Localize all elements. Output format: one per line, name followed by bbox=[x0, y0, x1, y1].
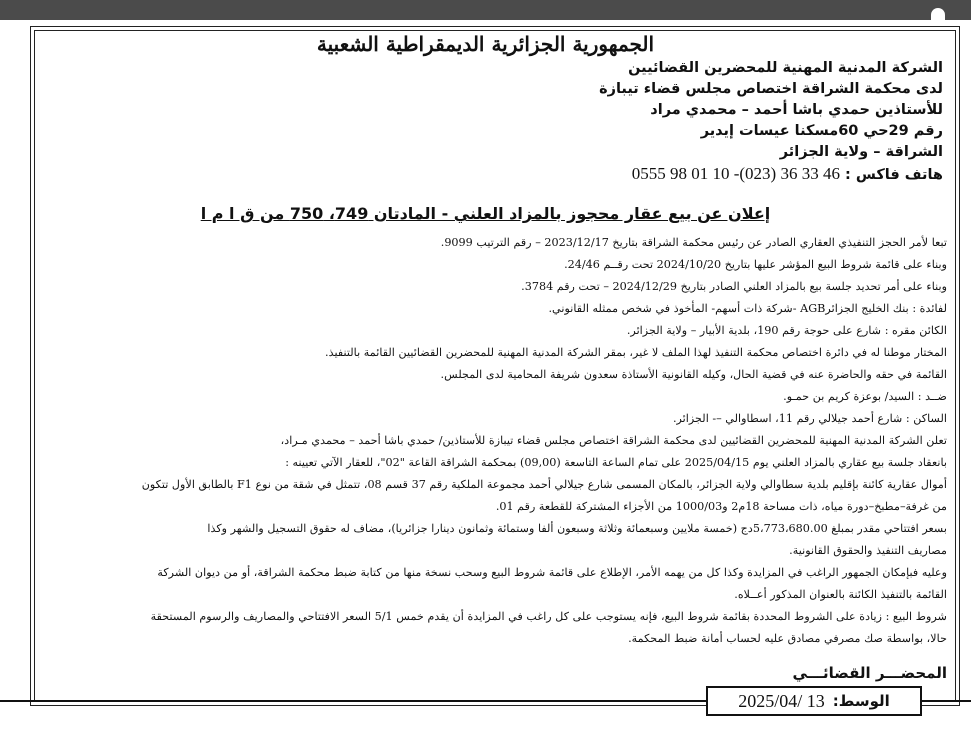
date-value: 2025/04/ 13 bbox=[738, 690, 825, 711]
body-line: وبناء على أمر تحديد جلسة بيع بالمزاد العلني الصادر بتاريخ 2024/12/29 – تحت رقم 3784. bbox=[521, 280, 947, 293]
body-line: وبناء على قائمة شروط البيع المؤشر عليها بتاريخ 2024/10/20 تحت رقــم 24/46. bbox=[564, 258, 947, 271]
city-line: الشراقة – ولاية الجزائر bbox=[779, 144, 943, 160]
date-label: الوسط: bbox=[832, 692, 890, 710]
banner-glyph bbox=[931, 8, 945, 20]
phone-line bbox=[599, 163, 943, 186]
publication-date-box bbox=[706, 686, 922, 716]
body-line: بانعقاد جلسة بيع عقاري بالمزاد العلني يوم 2025/04/15 على تمام الساعة التاسعة (09,00) بمحكمة الشراقة القاعة "02"، للعقار الآتي تعيينه : bbox=[285, 456, 947, 469]
office-header bbox=[599, 58, 943, 186]
notice-body bbox=[40, 232, 947, 650]
body-line: بسعر افتتاحي مقدر بمبلغ 5،773،680.00دج (خمسة ملايين وسبعمائة وثلاثة وسبعون ألفا وستمائة وثمانون دينارا جزائريا)، مضاف له حقوق التسجيل والشهر وكذا bbox=[207, 522, 947, 535]
body-line: القائمة في حقه والحاضرة عنه في قضية الحال، وكيله القانونية الأستاذة سعدون شريفة المحامية لدى المجلس. bbox=[440, 368, 947, 381]
body-line: المختار موطنا له في دائرة اختصاص محكمة التنفيذ لهذا الملف لا غير، بمقر الشركة المدنية المهنية للمحضرين القضائيين القائمة بالتنفيذ. bbox=[325, 346, 947, 359]
body-line: أموال عقارية كائنة بإقليم بلدية سطاوالي ولاية الجزائر، بالمكان المسمى شارع جيلالي أحمد مجموعة الملكية رقم 37 قسم 08، تتمثل في شقة من نوع F1 بالطابق الأول تتكون bbox=[141, 478, 947, 491]
phone-label: هاتف فاكس : bbox=[845, 167, 943, 183]
top-banner bbox=[0, 0, 971, 20]
body-line: القائمة بالتنفيذ الكائنة بالعنوان المذكور أعــلاه. bbox=[734, 588, 947, 601]
phone-value: 0555 98 01 10 -(023) 36 33 46 bbox=[631, 164, 840, 183]
body-line: لفائدة : بنك الخليج الجزائرAGB -شركة ذات أسهم- المأخوذ في شخص ممثله القانوني. bbox=[548, 302, 947, 315]
body-line: شروط البيع : زيادة على الشروط المحددة بقائمة شروط البيع، فإنه يستوجب على كل راغب في المزايدة أن يقدم خمس 5/1 السعر الافتتاحي والمصاريف والرسوم المستحقة bbox=[150, 610, 947, 623]
body-line: تعلن الشركة المدنية المهنية للمحضرين القضائيين لدى محكمة الشراقة اختصاص مجلس قضاء تيبازة للأستاذين/ حمدي باشا أحمد – محمدي مـراد، bbox=[280, 434, 947, 447]
body-line: الساكن : شارع أحمد جيلالي رقم 11، اسطاوالي –- الجزائر. bbox=[672, 412, 947, 425]
body-line: من غرفة–مطبخ–دورة مياه، ذات مساحة 18م2 و1000/03 من الأجزاء المشتركة للقطعة رقم 01. bbox=[495, 500, 947, 513]
court-line: لدى محكمة الشراقة اختصاص مجلس قضاء تيبازة bbox=[599, 81, 943, 97]
bailiffs-line: للأستاذين حمدي باشا أحمد – محمدي مراد bbox=[650, 102, 943, 118]
body-line: تبعا لأمر الحجز التنفيذي العقاري الصادر عن رئيس محكمة الشراقة بتاريخ 2023/12/17 – رقم الترتيب 9099. bbox=[440, 236, 947, 249]
republic-heading: الجمهورية الجزائرية الديمقراطية الشعبية bbox=[316, 32, 655, 56]
signature: المحضـــر القضائـــي bbox=[792, 664, 947, 682]
body-line: ضــد : السيد/ بوعزة كريم بن حمـو. bbox=[783, 390, 947, 403]
notice-title: إعلان عن بيع عقار محجوز بالمزاد العلني - المادتان 749، 750 من ق ا م ا bbox=[200, 204, 771, 223]
office-name: الشركة المدنية المهنية للمحضرين القضائيين bbox=[628, 60, 943, 76]
body-line: وعليه فبإمكان الجمهور الراغب في المزايدة وكذا كل من يهمه الأمر، الإطلاع على قائمة شروط البيع وسحب نسخة منها من كتابة ضبط محكمة الشراقة، أو من ديوان الشركة bbox=[157, 566, 947, 579]
address-line: رقم 29حي 60مسكنا عيسات إيدير bbox=[700, 123, 943, 139]
body-line: مصاريف التنفيذ والحقوق القانونية. bbox=[789, 544, 947, 557]
body-line: الكائن مقره : شارع على حوجة رقم 190، بلدية الأبيار – ولاية الجزائر. bbox=[626, 324, 947, 337]
body-line: حالا، بواسطة صك مصرفي مصادق عليه لحساب أمانة ضبط المحكمة. bbox=[628, 632, 947, 645]
